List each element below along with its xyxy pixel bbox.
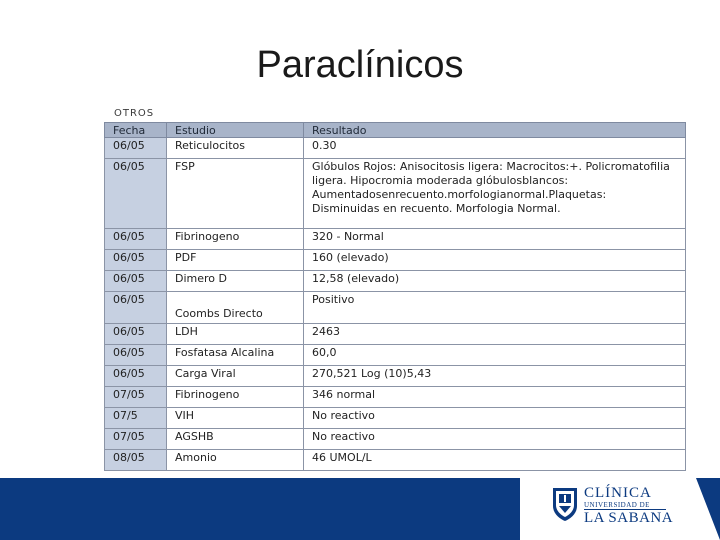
- cell-study: Dimero D: [167, 271, 304, 292]
- cell-date: 07/5: [105, 408, 167, 429]
- cell-study: PDF: [167, 250, 304, 271]
- cell-result: Positivo: [304, 292, 686, 324]
- cell-date: 08/05: [105, 450, 167, 471]
- cell-study: AGSHB: [167, 429, 304, 450]
- cell-date: 06/05: [105, 138, 167, 159]
- table-row: [105, 450, 686, 471]
- cell-result: 160 (elevado): [304, 250, 686, 271]
- header-result: Resultado: [304, 123, 686, 138]
- cell-date: 06/05: [105, 271, 167, 292]
- table-row: [105, 366, 686, 387]
- cell-result: 0.30: [304, 138, 686, 159]
- cell-study: Reticulocitos: [167, 138, 304, 159]
- table-row: [105, 292, 686, 324]
- cell-date: 06/05: [105, 229, 167, 250]
- cell-date: 06/05: [105, 324, 167, 345]
- table-row: [105, 138, 686, 159]
- slide-title: Paraclínicos: [256, 44, 464, 86]
- table-row: [105, 408, 686, 429]
- cell-study: VIH: [167, 408, 304, 429]
- cell-date: 07/05: [105, 429, 167, 450]
- cell-date: 06/05: [105, 159, 167, 229]
- cell-date: 07/05: [105, 387, 167, 408]
- cell-result: 270,521 Log (10)5,43: [304, 366, 686, 387]
- brand-line-3: LA SABANA: [584, 510, 674, 526]
- cell-result: Glóbulos Rojos: Anisocitosis ligera: Macrocitos:+. Policromatofilia ligera. Hipocromia moderada glóbulosblancos: Aumentadosenrecuento.morfologianormal.Plaquetas: Disminuidas en recuento. Morfologia Normal.: [304, 159, 686, 229]
- cell-result: 346 normal: [304, 387, 686, 408]
- brand-wordmark: [584, 486, 673, 526]
- cell-result: 12,58 (elevado): [304, 271, 686, 292]
- shield-crest-icon: [551, 486, 579, 522]
- table-row: [105, 229, 686, 250]
- cell-result: No reactivo: [304, 408, 686, 429]
- brand-line-1: CLÍNICA: [584, 485, 652, 501]
- header-study: Estudio: [167, 123, 304, 138]
- cell-study: Coombs Directo: [167, 292, 304, 324]
- cell-result: 320 - Normal: [304, 229, 686, 250]
- table-row: [105, 429, 686, 450]
- cell-study: Fibrinogeno: [167, 229, 304, 250]
- lab-results-table: [104, 122, 686, 471]
- cell-result: No reactivo: [304, 429, 686, 450]
- table-row: [105, 159, 686, 229]
- cell-study: Amonio: [167, 450, 304, 471]
- cell-study: FSP: [167, 159, 304, 229]
- cell-result: 60,0: [304, 345, 686, 366]
- cell-date: 06/05: [105, 345, 167, 366]
- header-date: Fecha: [105, 123, 167, 138]
- table-row: [105, 387, 686, 408]
- cell-result: 2463: [304, 324, 686, 345]
- table-header-row: [105, 123, 686, 138]
- table-row: [105, 250, 686, 271]
- cell-date: 06/05: [105, 366, 167, 387]
- table-row: [105, 324, 686, 345]
- table-row: [105, 345, 686, 366]
- cell-date: 06/05: [105, 250, 167, 271]
- cell-study: Carga Viral: [167, 366, 304, 387]
- brand-line-2: UNIVERSIDAD DE: [584, 501, 666, 510]
- cell-study: LDH: [167, 324, 304, 345]
- table-row: [105, 271, 686, 292]
- cell-study: Fosfatasa Alcalina: [167, 345, 304, 366]
- section-label: OTROS: [114, 108, 155, 119]
- cell-result: 46 UMOL/L: [304, 450, 686, 471]
- cell-study: Fibrinogeno: [167, 387, 304, 408]
- cell-date: 06/05: [105, 292, 167, 324]
